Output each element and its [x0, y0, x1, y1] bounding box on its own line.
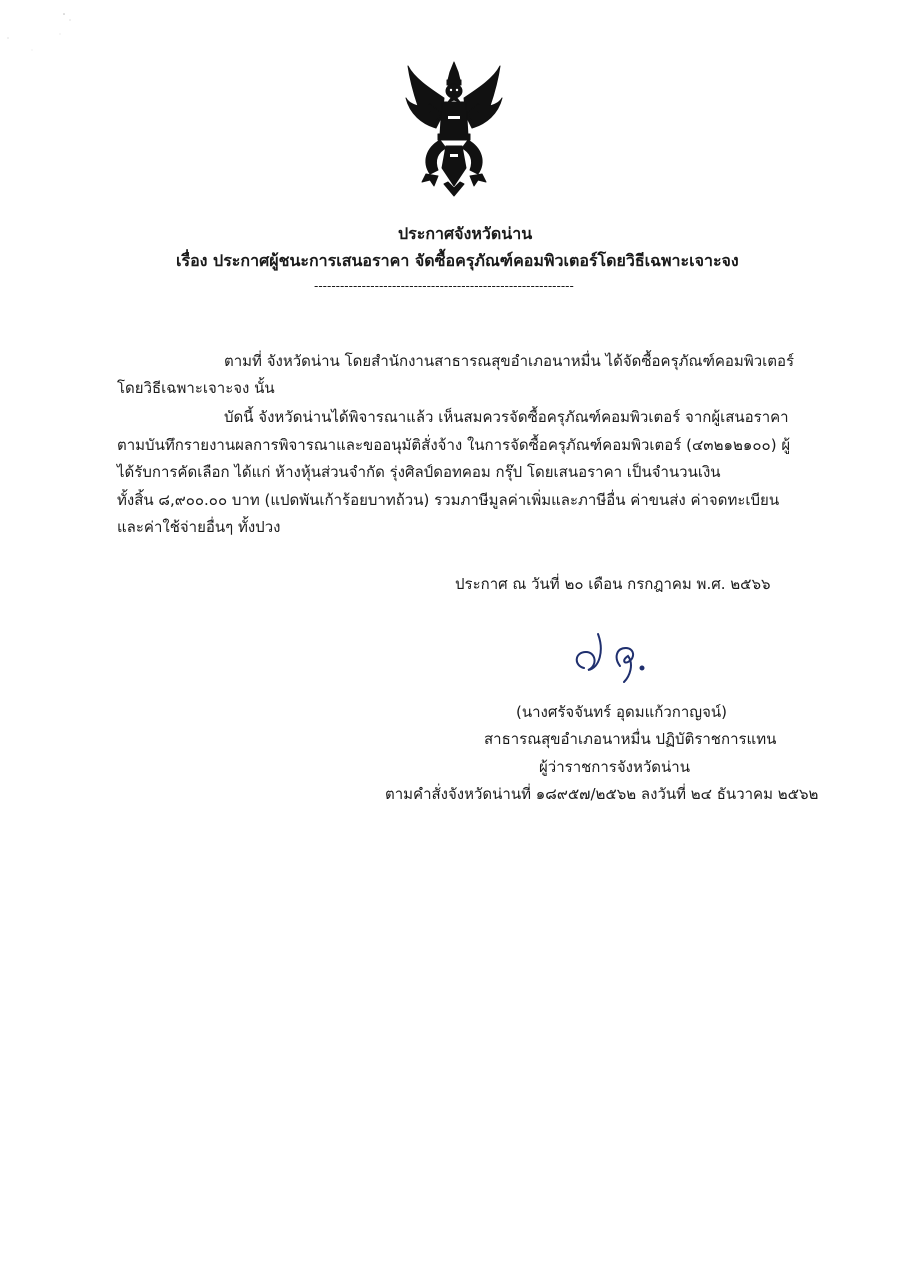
- handwritten-signature: [570, 628, 660, 683]
- body-paragraph-2-line-4: ทั้งสิ้น ๘,๙๐๐.๐๐ บาท (แปดพันเก้าร้อยบาทถ้วน) รวมภาษีมูลค่าเพิ่มและภาษีอื่น ค่าขนส่ง ค่าจดทะเบียน: [117, 491, 780, 509]
- scan-specks: [0, 0, 80, 60]
- body-paragraph-2-line-5: และค่าใช้จ่ายอื่นๆ ทั้งปวง: [117, 518, 281, 536]
- garuda-emblem: [404, 58, 504, 198]
- body-paragraph-2-line-1: บัดนี้ จังหวัดน่านได้พิจารณาแล้ว เห็นสมควรจัดซื้อครุภัณฑ์คอมพิวเตอร์ จากผู้เสนอราคา: [224, 408, 789, 426]
- signatory-name: (นางศรัจจันทร์ อุดมแก้วกาญจน์): [516, 703, 727, 721]
- body-paragraph-1-line-2: โดยวิธีเฉพาะเจาะจง นั้น: [117, 379, 275, 397]
- signatory-position: สาธารณสุขอำเภอนาหมื่น ปฏิบัติราชการแทน: [484, 730, 777, 748]
- body-paragraph-1-line-1: ตามที่ จังหวัดน่าน โดยสำนักงานสาธารณสุขอำเภอนาหมื่น ได้จัดซื้อครุภัณฑ์คอมพิวเตอร์: [224, 352, 795, 370]
- body-paragraph-2-line-2: ตามบันทึกรายงานผลการพิจารณาและขออนุมัติสั่งจ้าง ในการจัดซื้อครุภัณฑ์คอมพิวเตอร์ (๔๓๒๑๒๑๐๐) ผู้: [117, 436, 791, 454]
- announcement-date: ประกาศ ณ วันที่ ๒๐ เดือน กรกฎาคม พ.ศ. ๒๕๖๖: [455, 575, 771, 593]
- document-title: ประกาศจังหวัดน่าน: [398, 224, 533, 243]
- document-subject: เรื่อง ประกาศผู้ชนะการเสนอราคา จัดซื้อครุภัณฑ์คอมพิวเตอร์โดยวิธีเฉพาะเจาะจง: [176, 251, 739, 270]
- title-divider: ------------------------------------------------------------: [314, 279, 574, 293]
- delegation-order: ตามคำสั่งจังหวัดน่านที่ ๑๘๙๕๗/๒๕๖๒ ลงวันที่ ๒๔ ธันวาคม ๒๕๖๒: [385, 785, 819, 803]
- signatory-on-behalf: ผู้ว่าราชการจังหวัดน่าน: [539, 758, 690, 776]
- body-paragraph-2-line-3: ได้รับการคัดเลือก ได้แก่ ห้างหุ้นส่วนจำกัด รุ่งศิลป์ดอทคอม กรุ๊ป โดยเสนอราคา เป็นจำนวนเงิน: [117, 463, 721, 481]
